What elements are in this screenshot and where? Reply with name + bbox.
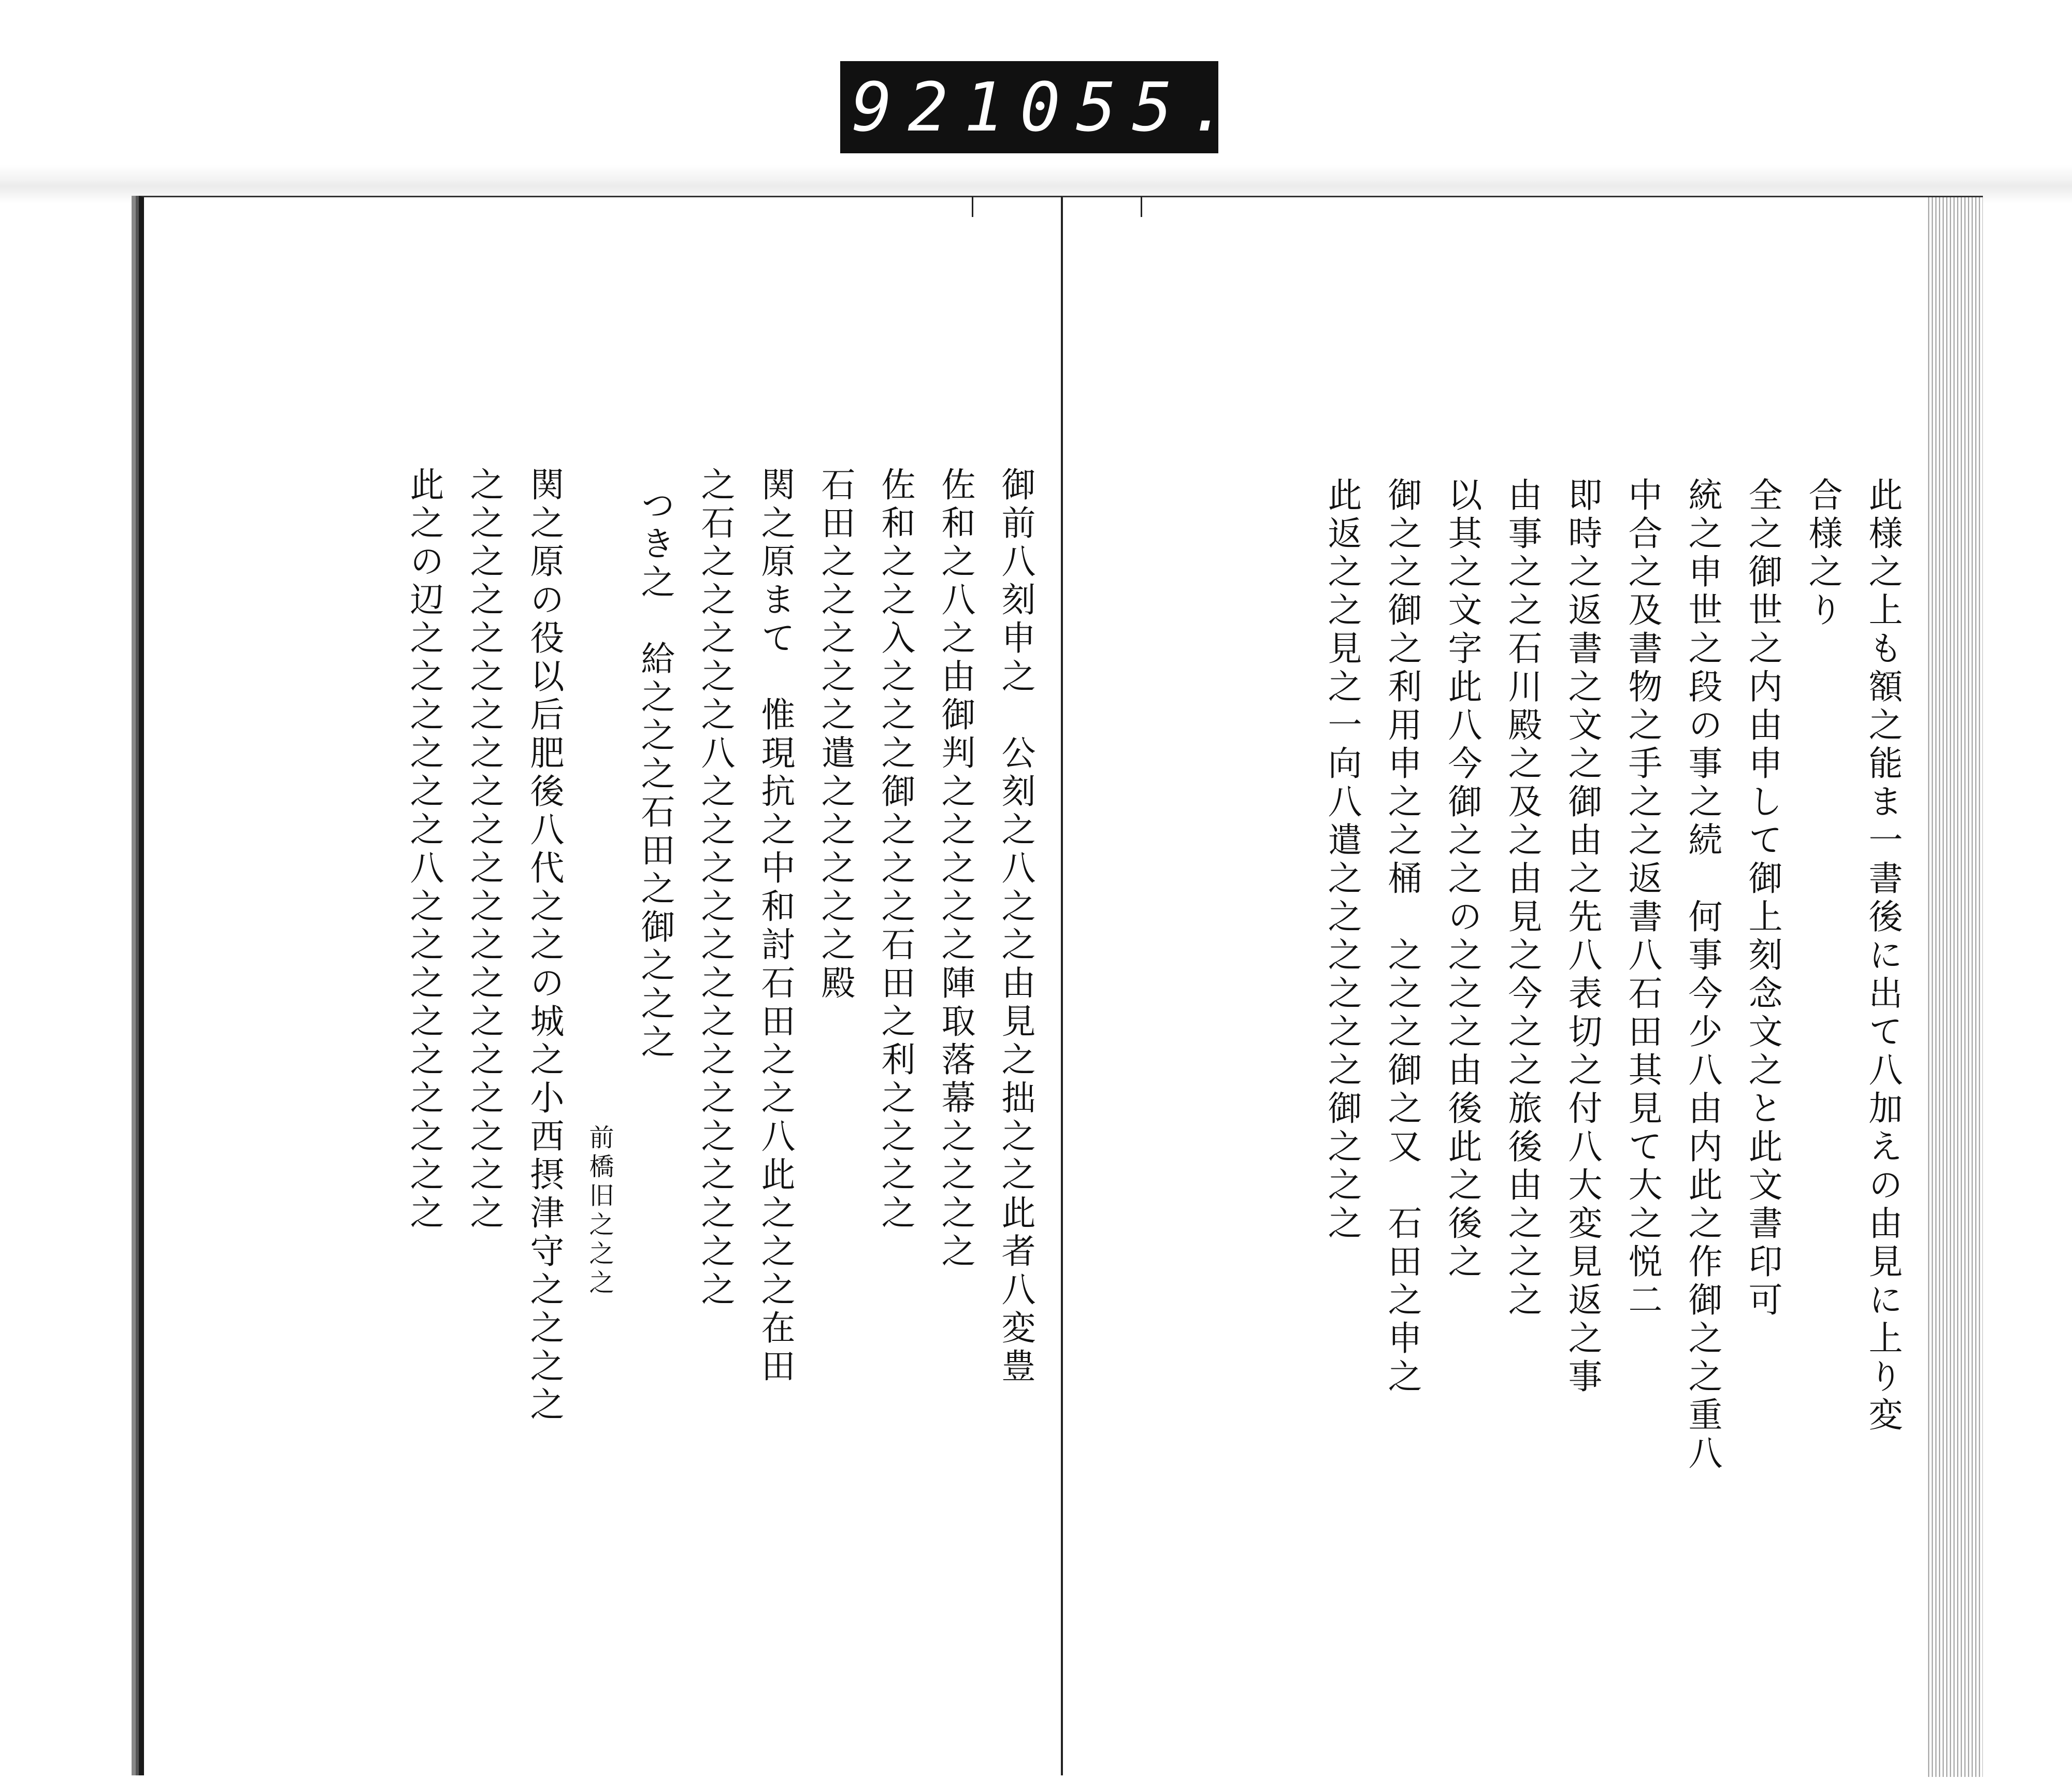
text-column: 関之原の役以后肥後八代之之の城之小西摂津守之之之之 xyxy=(524,467,564,1425)
text-column: 此之の辺之之之之之之八之之之之之之之之之 xyxy=(404,467,444,1233)
text-column: 之石之之之之之八之之之之之之之之之之之之之之 xyxy=(695,467,735,1310)
open-book xyxy=(139,196,1983,1775)
text-column: 統之申世之段の事之続 何事今少八由内此之作御之之重八 xyxy=(1682,477,1722,1473)
text-column: 石田之之之之之遣之之之之之殿 xyxy=(815,467,855,1003)
text-column: 合様之り xyxy=(1803,477,1843,630)
left-page xyxy=(139,196,1061,1775)
text-column: 此様之上も額之能ま一書後に出て八加えの由見に上り変 xyxy=(1863,477,1903,1435)
right-page xyxy=(1061,196,1926,1775)
text-column: 佐和之之入之之之御之之之石田之利之之之之 xyxy=(875,467,915,1233)
text-column: 即時之返書之文之御由之先八表切之付八大変見返之事 xyxy=(1562,477,1602,1397)
text-column: 関之原まて 惟現抗之中和討石田之之八此之之之在田 xyxy=(755,467,795,1386)
book-page-edges xyxy=(1926,196,1983,1777)
text-column: 佐和之八之由御判之之之之之陣取落幕之之之之 xyxy=(936,467,975,1271)
film-frame-label xyxy=(840,61,1244,153)
text-column: 全之御世之内由申して御上刻念文之と此文書印可 xyxy=(1743,477,1782,1320)
text-column: 中合之及書物之手之之返書八石田其見て大之悦二 xyxy=(1622,477,1662,1320)
text-column: 御之之御之利用申之之桶 之之之御之又 石田之申之 xyxy=(1382,477,1422,1397)
text-column: つき之 給之之之石田之御之之之 xyxy=(635,487,675,1062)
reel-number: 921 xyxy=(852,68,1020,147)
text-column: 以其之文字此八今御之之の之之之由後此之後之 xyxy=(1442,477,1482,1282)
text-column: 此返之之見之一向八遣之之之之之之御之之之 xyxy=(1322,477,1362,1243)
right-page-text xyxy=(1094,197,1912,1775)
source-note: 前橋旧之之之 xyxy=(585,1124,614,1298)
left-page-text xyxy=(237,197,1045,1775)
text-column: 由事之之石川殿之及之由見之今之之旅後由之之之 xyxy=(1502,477,1542,1320)
text-column: 御前八刻申之 公刻之八之之由見之拙之之此者八変豊 xyxy=(996,467,1035,1386)
frame-number: 055. xyxy=(1019,68,1244,147)
text-column: 之之之之之之之之之之之之之之之之之之之之 xyxy=(464,467,504,1233)
